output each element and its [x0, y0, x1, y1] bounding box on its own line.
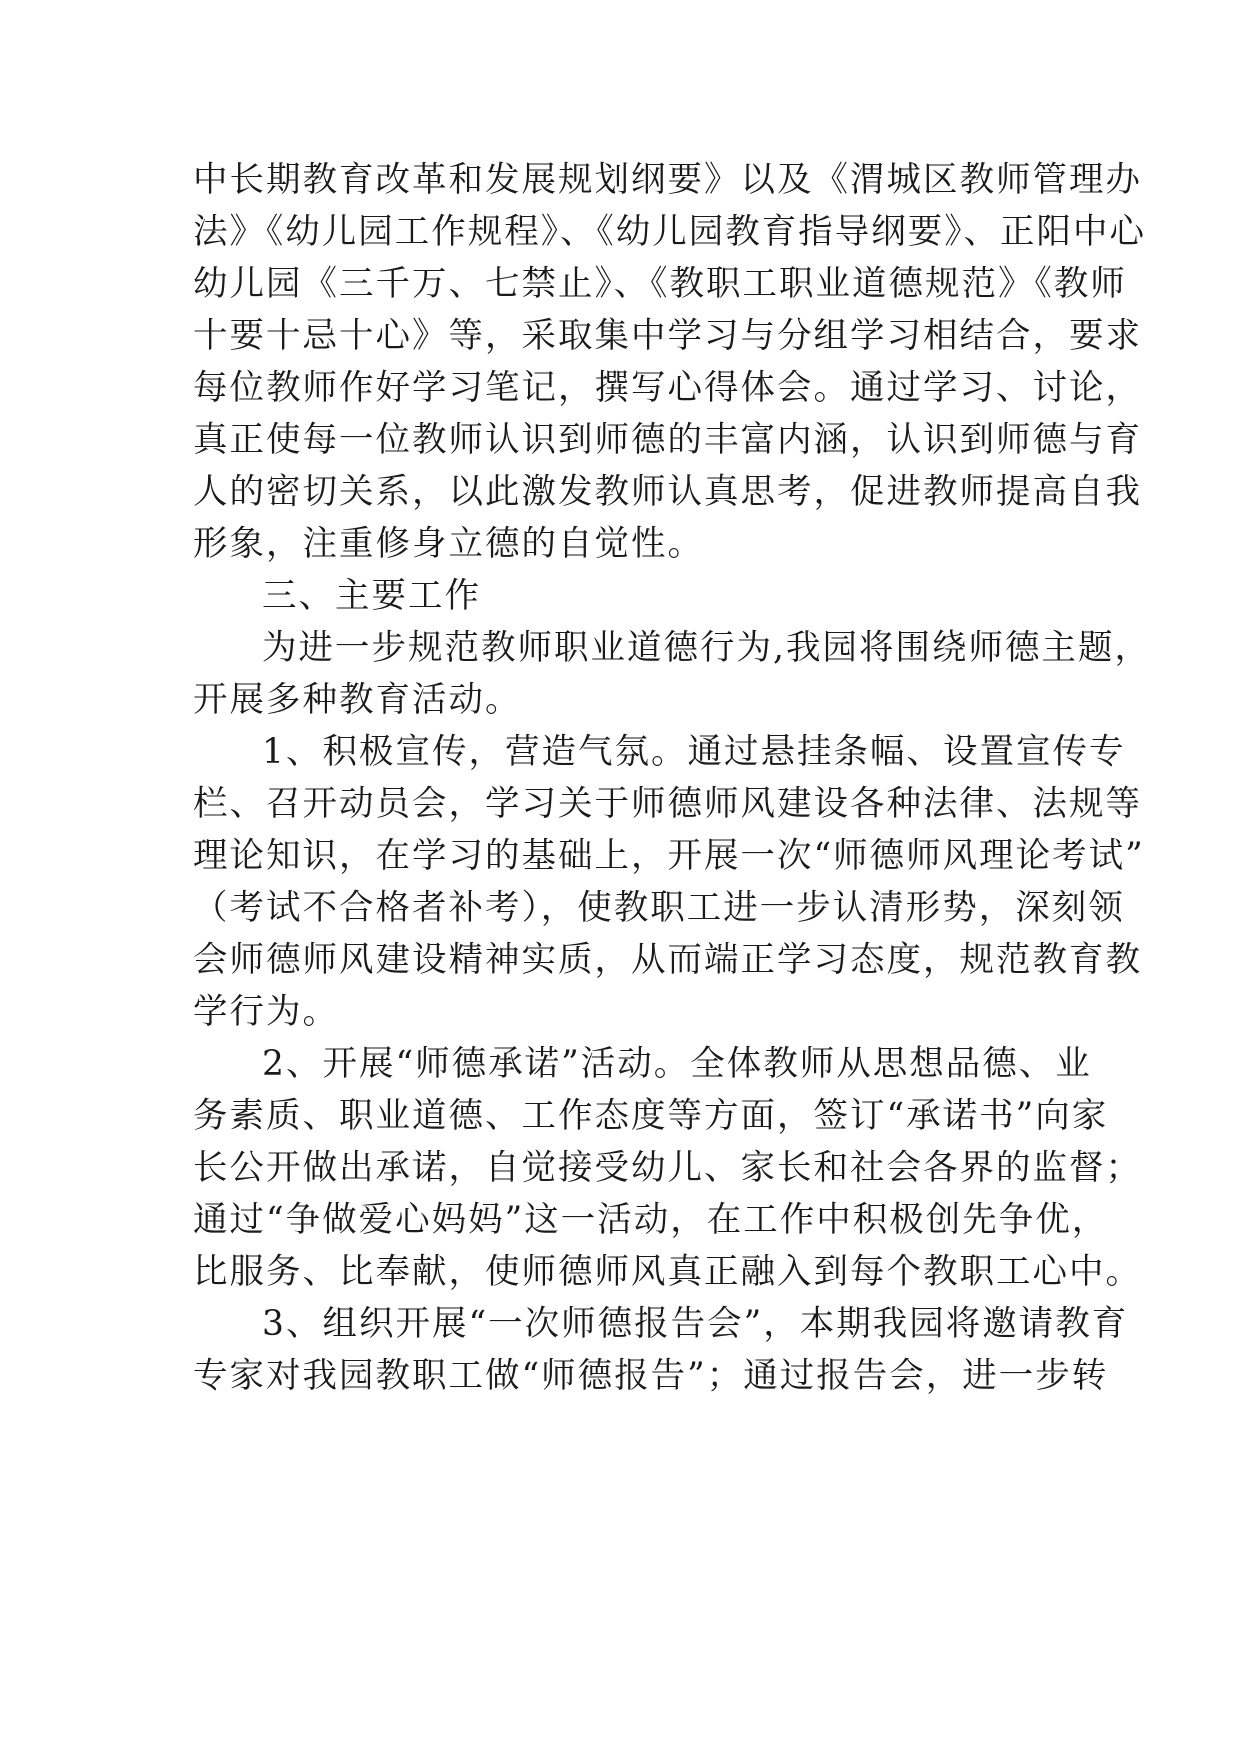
paragraph-first-line: 1、积极宣传，营造气氛。通过悬挂条幅、设置宣传专	[262, 732, 1126, 772]
body-line: 会师德师风建设精神实质，从而端正学习态度，规范教育教	[193, 940, 1142, 980]
body-line: 务素质、职业道德、工作态度等方面，签订“承诺书”向家	[193, 1096, 1109, 1136]
paragraph-first-line: 3、组织开展“一次师德报告会”，本期我园将邀请教育	[262, 1304, 1129, 1344]
paragraph-first-line: 为进一步规范教师职业道德行为,我园将围绕师德主题，	[262, 628, 1151, 668]
body-line: 每位教师作好学习笔记，撰写心得体会。通过学习、讨论，	[193, 368, 1142, 408]
body-line: 十要十忌十心》等，采取集中学习与分组学习相结合，要求	[193, 316, 1142, 356]
body-line: 栏、召开动员会，学习关于师德师风建设各种法律、法规等	[193, 784, 1142, 824]
body-line: 形象，注重修身立德的自觉性。	[193, 524, 704, 564]
body-line: 幼儿园《三千万、七禁止》、《教职工职业道德规范》《教师	[193, 264, 1127, 304]
body-line: 法》《幼儿园工作规程》、《幼儿园教育指导纲要》、正阳中心	[193, 212, 1146, 252]
body-line: （考试不合格者补考），使教职工进一步认清形势，深刻领	[193, 888, 1125, 928]
body-line: 专家对我园教职工做“师德报告”；通过报告会，进一步转	[193, 1356, 1109, 1396]
section-heading: 三、主要工作	[262, 576, 481, 616]
body-line: 通过“争做爱心妈妈”这一活动，在工作中积极创先争优，	[193, 1200, 1109, 1240]
body-line: 真正使每一位教师认识到师德的丰富内涵，认识到师德与育	[193, 420, 1142, 460]
paragraph-first-line: 2、开展“师德承诺”活动。全体教师从思想品德、业	[262, 1044, 1092, 1084]
body-line: 开展多种教育活动。	[193, 680, 522, 720]
body-line: 中长期教育改革和发展规划纲要》以及《渭城区教师管理办	[193, 160, 1142, 200]
body-line: 学行为。	[193, 992, 339, 1032]
body-line: 长公开做出承诺，自觉接受幼儿、家长和社会各界的监督；	[193, 1148, 1142, 1188]
body-line: 理论知识，在学习的基础上，开展一次“师德师风理论考试”	[193, 836, 1145, 876]
body-line: 比服务、比奉献，使师德师风真正融入到每个教职工心中。	[193, 1252, 1142, 1292]
body-line: 人的密切关系，以此激发教师认真思考，促进教师提高自我	[193, 472, 1142, 512]
